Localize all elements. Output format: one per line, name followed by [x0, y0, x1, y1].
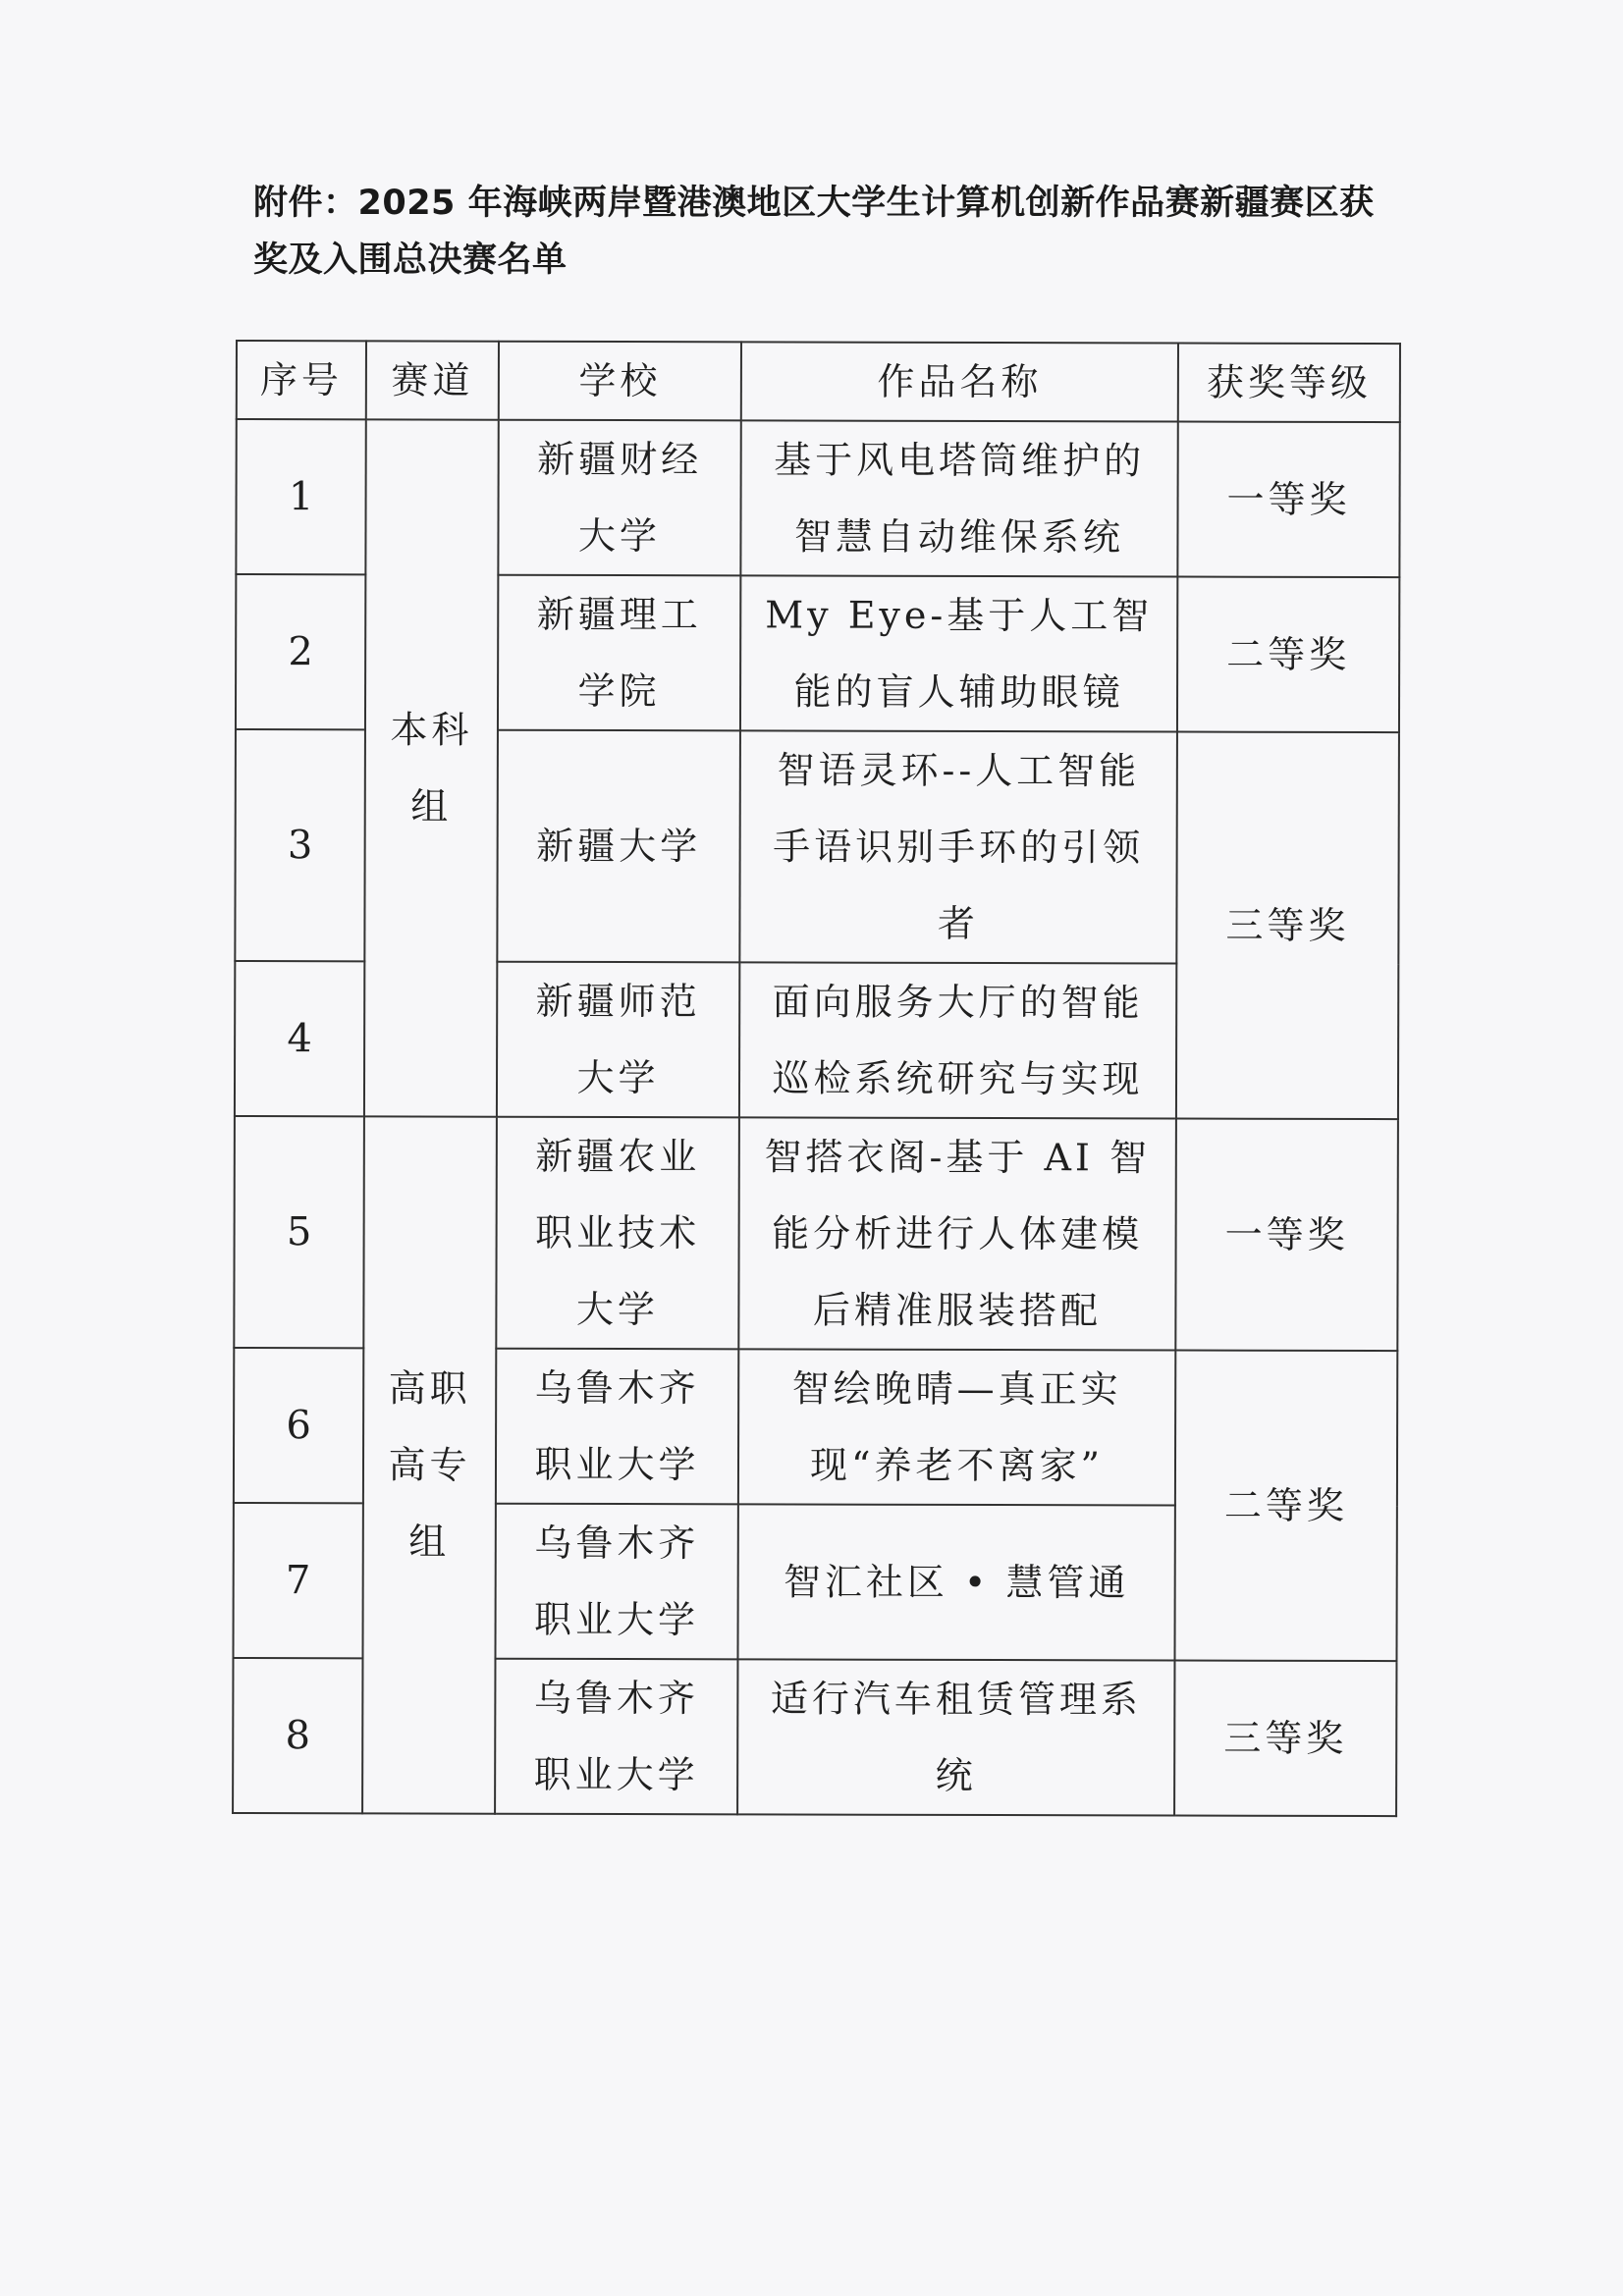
row-no: 2	[236, 574, 365, 729]
school-cell: 乌鲁木齐职业大学	[496, 1349, 738, 1505]
table-row	[234, 1116, 1398, 1351]
header-cell-track: 赛道	[366, 341, 499, 419]
award-cell: 一等奖	[1175, 1119, 1398, 1352]
award-cell: 一等奖	[1177, 422, 1399, 578]
work-cell: 基于风电塔筒维护的智慧自动维保系统	[740, 420, 1177, 576]
work-cell: My Eye-基于人工智能的盲人辅助眼镜	[740, 575, 1177, 731]
work-cell: 智语灵环--人工智能手语识别手环的引领者	[739, 730, 1177, 963]
header-cell-work: 作品名称	[741, 342, 1178, 421]
work-cell: 面向服务大厅的智能巡检系统研究与实现	[739, 962, 1176, 1118]
table-row	[236, 419, 1399, 577]
row-no: 8	[233, 1658, 362, 1813]
award-cell: 三等奖	[1176, 732, 1399, 1120]
school-cell: 乌鲁木齐职业大学	[495, 1659, 737, 1815]
award-cell: 二等奖	[1174, 1351, 1397, 1662]
header-cell-school: 学校	[499, 342, 741, 421]
work-cell: 智汇社区 • 慧管通	[737, 1504, 1174, 1660]
row-no: 7	[233, 1503, 362, 1658]
school-cell: 新疆大学	[497, 730, 740, 963]
page-title: 附件：2025 年海峡两岸暨港澳地区大学生计算机创新作品赛新疆赛区获奖及入围总决赛名单	[253, 184, 1375, 280]
track-cell: 本科组	[364, 419, 499, 1116]
school-cell: 新疆财经大学	[498, 420, 740, 576]
school-cell: 新疆理工学院	[498, 575, 740, 731]
row-no: 1	[236, 419, 365, 574]
school-cell: 乌鲁木齐职业大学	[495, 1504, 737, 1660]
row-no: 5	[234, 1116, 364, 1348]
work-cell: 智搭衣阁-基于 AI 智能分析进行人体建模后精准服装搭配	[738, 1117, 1176, 1350]
school-cell: 新疆农业职业技术大学	[496, 1117, 739, 1350]
work-cell: 适行汽车租赁管理系统	[737, 1659, 1174, 1815]
table-header-row	[237, 341, 1400, 422]
row-no: 6	[234, 1348, 363, 1503]
row-no: 3	[235, 729, 365, 961]
award-table	[232, 340, 1401, 1817]
award-cell: 三等奖	[1174, 1661, 1396, 1817]
row-no: 4	[235, 961, 364, 1116]
header-cell-award: 获奖等级	[1178, 344, 1400, 423]
work-cell: 智绘晚晴—真正实现“养老不离家”	[738, 1349, 1175, 1505]
header-cell-no: 序号	[237, 341, 366, 419]
track-cell: 高职高专组	[362, 1116, 497, 1813]
school-cell: 新疆师范大学	[497, 962, 739, 1118]
award-cell: 二等奖	[1177, 577, 1399, 733]
